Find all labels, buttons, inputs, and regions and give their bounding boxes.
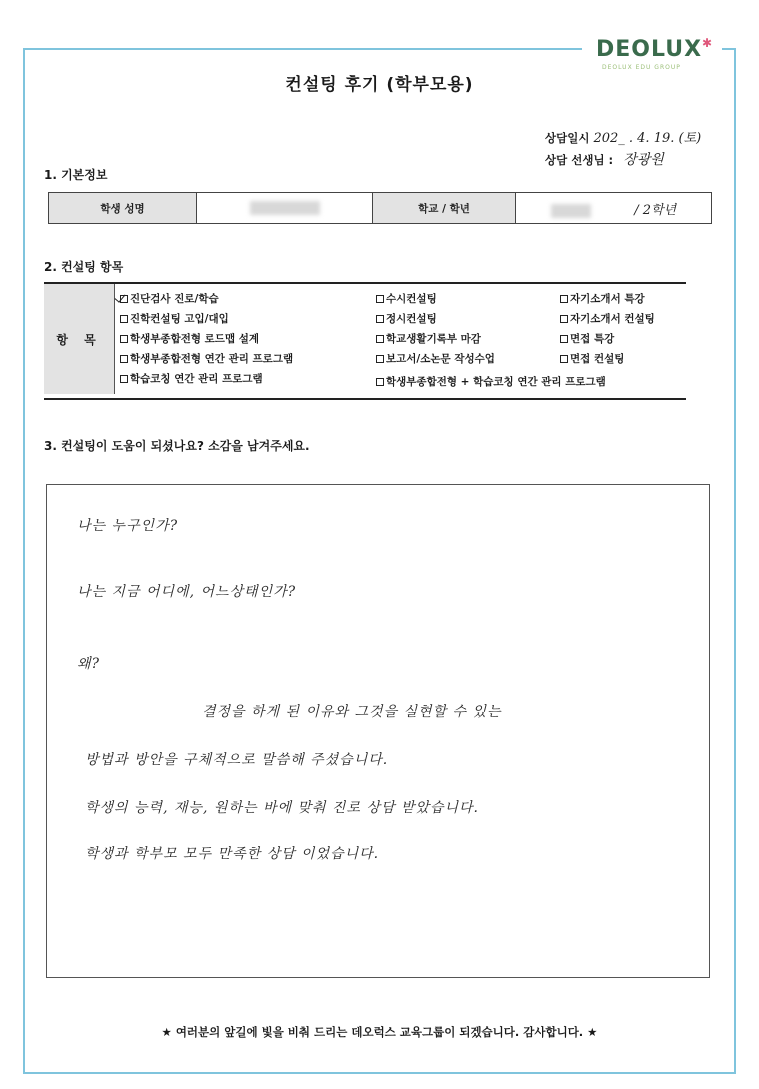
checkbox-icon[interactable] [376, 335, 384, 343]
grade-value: / 2학년 [634, 202, 677, 218]
date-value: 202_ . 4. 19. (토) [593, 131, 702, 146]
page-title: 컨설팅 후기 (학부모용) [285, 75, 474, 95]
checkbox-icon[interactable] [560, 295, 568, 303]
feedback-box[interactable] [46, 484, 710, 978]
logo-text: DEOLUX [596, 37, 703, 62]
item-interview-consulting[interactable]: 면접 컨설팅 [560, 351, 624, 366]
feedback-line: 나는 지금 어디에, 어느상태인가? [77, 584, 297, 600]
feedback-line: 학생의 능력, 재능, 원하는 바에 맞춰 진로 상담 받았습니다. [85, 800, 480, 816]
section3-title: 3. 컨설팅이 도움이 되셨나요? 소감을 남겨주세요. [44, 439, 310, 453]
item-susi[interactable]: 수시컨설팅 [376, 291, 437, 306]
student-name-header: 학생 성명 [49, 193, 197, 224]
item-interview-lecture[interactable]: 면접 특강 [560, 331, 614, 346]
checkbox-icon[interactable] [376, 295, 384, 303]
item-jeongsi[interactable]: 정시컨설팅 [376, 311, 437, 326]
section1-title: 1. 기본정보 [44, 168, 108, 182]
checkbox-icon[interactable] [560, 355, 568, 363]
footer-message: ★ 여러분의 앞길에 빛을 비춰 드리는 데오럭스 교육그룹이 되겠습니다. 감사합니다. ★ [161, 1025, 598, 1039]
redacted-school [551, 204, 591, 218]
checkbox-icon[interactable] [560, 315, 568, 323]
checkbox-checked-icon[interactable] [120, 295, 128, 303]
feedback-line: 결정을 하게 된 이유와 그것을 실현할 수 있는 [202, 704, 502, 720]
school-grade-header: 학교 / 학년 [373, 193, 516, 224]
item-admission-consulting[interactable]: 진학컨설팅 고입/대입 [120, 311, 229, 326]
student-name-value [197, 193, 373, 224]
checkbox-icon[interactable] [376, 378, 384, 386]
consulting-items-box [44, 282, 686, 400]
logo-subtitle: DEOLUX EDU GROUP [602, 64, 681, 71]
counselor-label: 상담 선생님 : [545, 153, 614, 167]
consult-date [545, 127, 701, 146]
item-combined-program[interactable]: 학생부종합전형 + 학습코칭 연간 관리 프로그램 [376, 374, 606, 389]
checkbox-icon[interactable] [120, 355, 128, 363]
feedback-line: 학생과 학부모 모두 만족한 상담 이었습니다. [85, 846, 380, 862]
section2-title: 2. 컨설팅 항목 [44, 260, 124, 274]
item-school-record[interactable]: 학교생활기록부 마감 [376, 331, 481, 346]
item-roadmap[interactable]: 학생부종합전형 로드맵 설계 [120, 331, 259, 346]
checkbox-icon[interactable] [376, 315, 384, 323]
item-annual-program[interactable]: 학생부종합전형 연간 관리 프로그램 [120, 351, 293, 366]
checkbox-icon[interactable] [560, 335, 568, 343]
feedback-line: 방법과 방안을 구체적으로 말씀해 주셨습니다. [85, 752, 389, 768]
counselor-value: 장광원 [623, 152, 664, 168]
items-label: 항 목 [44, 284, 115, 394]
checkbox-icon[interactable] [376, 355, 384, 363]
counselor [545, 149, 664, 169]
feedback-line: 왜? [77, 656, 101, 672]
date-label: 상담일시 [545, 131, 590, 145]
checkbox-icon[interactable] [120, 315, 128, 323]
logo-star-icon: ✱ [702, 36, 713, 50]
item-diagnostic-test[interactable]: 진단검사 진로/학습 [120, 291, 219, 306]
item-study-coaching[interactable]: 학습코칭 연간 관리 프로그램 [120, 371, 263, 386]
checkbox-icon[interactable] [120, 335, 128, 343]
redacted-name [250, 201, 320, 215]
item-essay-lecture[interactable]: 자기소개서 특강 [560, 291, 645, 306]
logo [582, 34, 722, 74]
feedback-line: 나는 누구인가? [77, 518, 179, 534]
basic-info-table [48, 192, 712, 224]
item-report-writing[interactable]: 보고서/소논문 작성수업 [376, 351, 495, 366]
item-essay-consulting[interactable]: 자기소개서 컨설팅 [560, 311, 655, 326]
school-grade-value [516, 193, 712, 224]
checkbox-icon[interactable] [120, 375, 128, 383]
